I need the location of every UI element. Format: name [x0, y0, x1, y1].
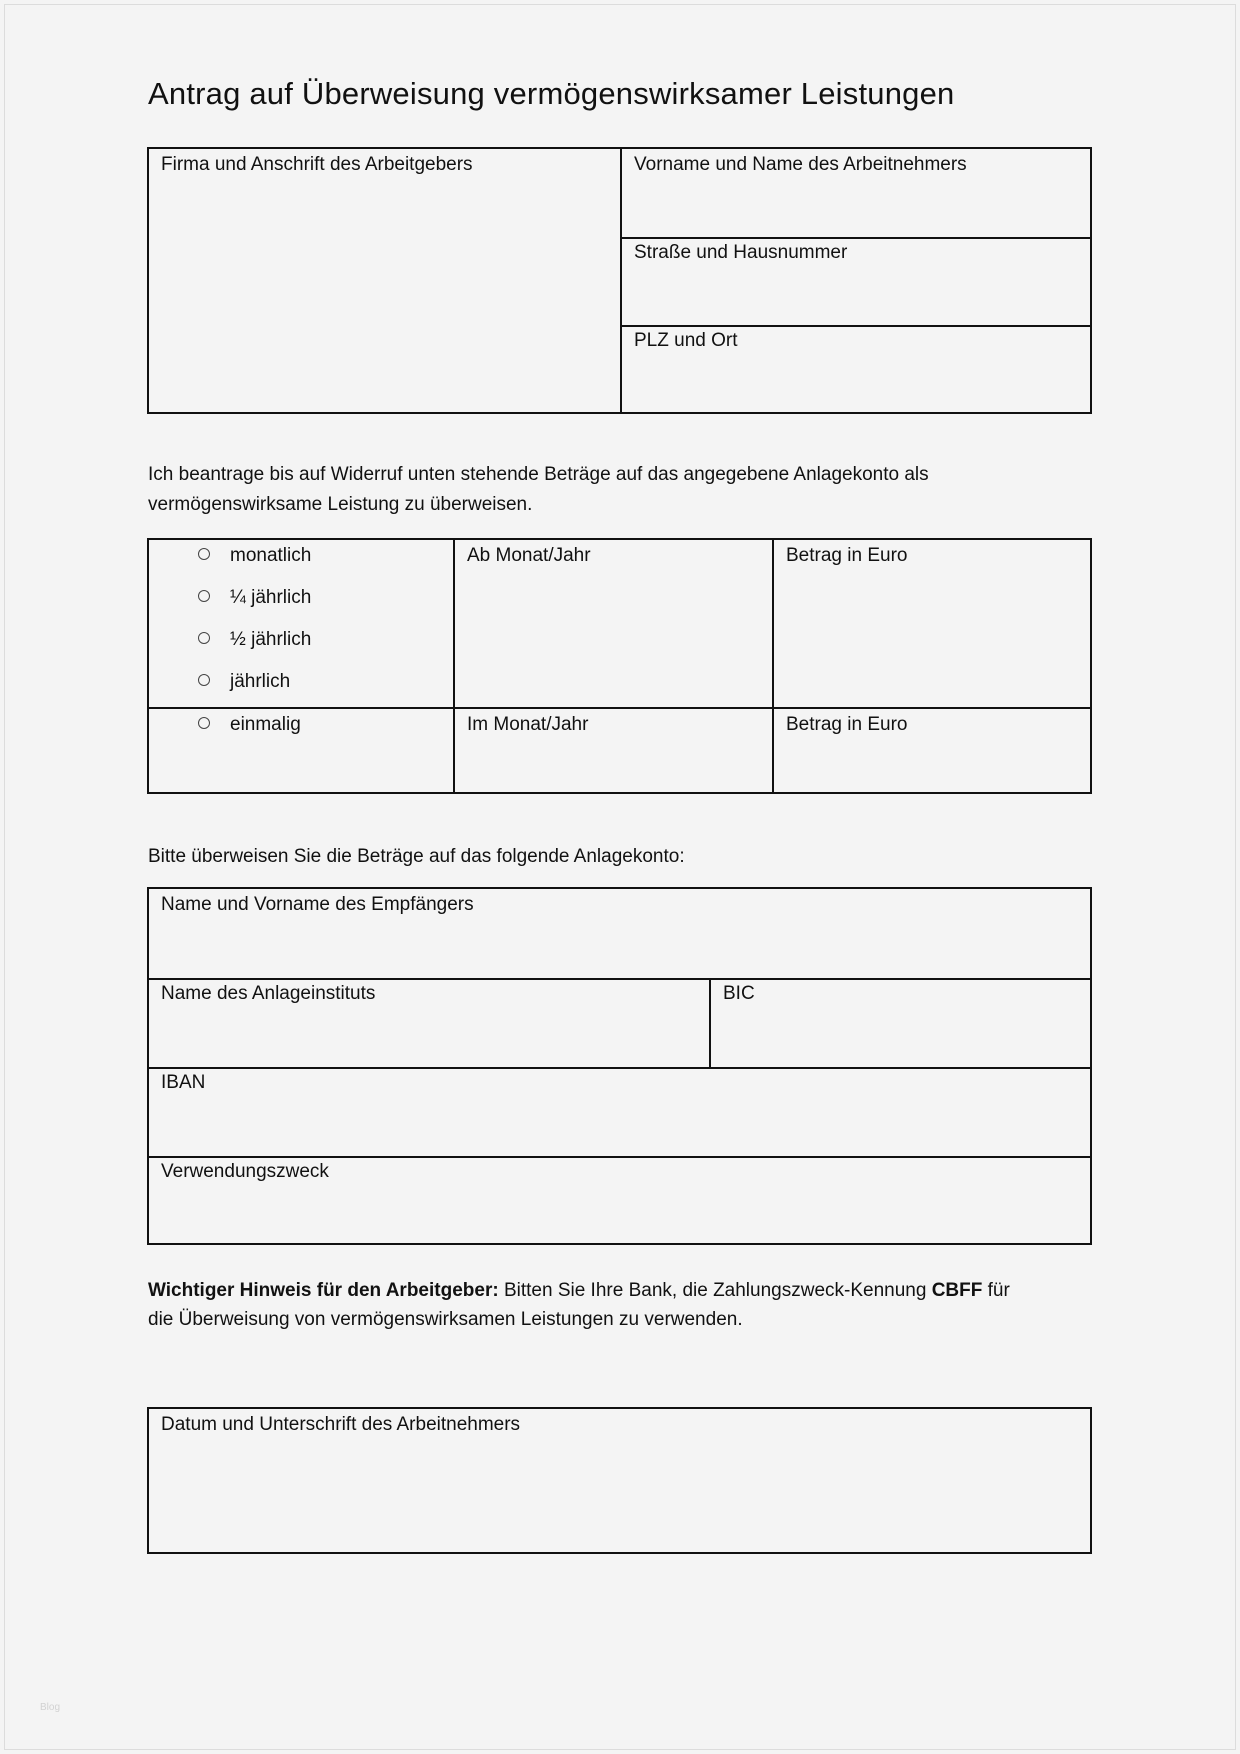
recurring-amount-label: Betrag in Euro	[786, 545, 908, 566]
institute-name-field[interactable]	[149, 980, 709, 1067]
option-label: jährlich	[230, 671, 291, 692]
recipient-name-label: Name und Vorname des Empfängers	[161, 894, 474, 915]
notice-code: CBFF	[931, 1280, 983, 1301]
employer-employee-table	[147, 147, 1092, 414]
employee-name-label: Vorname und Name des Arbeitnehmers	[634, 154, 967, 175]
request-text-line1: Ich beantrage bis auf Widerruf unten stehende Beträge auf das angegebene Anlagekonto als	[148, 464, 929, 485]
radio-circle-icon[interactable]	[198, 717, 210, 729]
recurring-amount-field[interactable]	[774, 540, 1090, 707]
purpose-label: Verwendungszweck	[161, 1161, 329, 1182]
radio-circle-icon[interactable]	[198, 674, 210, 686]
option-label: ¼ jährlich	[230, 587, 312, 608]
bic-label: BIC	[723, 983, 755, 1004]
zip-city-field[interactable]	[622, 327, 1090, 412]
street-field[interactable]	[622, 239, 1090, 325]
notice-bold-prefix: Wichtiger Hinweis für den Arbeitgeber:	[148, 1280, 499, 1301]
notice-line2: die Überweisung von vermögenswirksamen Leistungen zu verwenden.	[148, 1309, 743, 1330]
employer-address-label: Firma und Anschrift des Arbeitgebers	[161, 154, 473, 175]
notice-text: Bitten Sie Ihre Bank, die Zahlungszweck-Kennung	[498, 1280, 932, 1301]
option-monatlich[interactable]	[198, 546, 311, 565]
one-time-month-field[interactable]	[455, 709, 772, 792]
watermark: Blog	[40, 1702, 61, 1713]
notice-text-end: für	[982, 1280, 1010, 1301]
account-intro-text: Bitte überweisen Sie die Beträge auf das folgende Anlagekonto:	[148, 846, 685, 867]
one-time-month-label: Im Monat/Jahr	[467, 714, 589, 735]
option-yearly[interactable]	[198, 672, 290, 691]
recurring-start-field[interactable]	[455, 540, 772, 707]
employee-name-field[interactable]	[622, 149, 1090, 237]
signature-label: Datum und Unterschrift des Arbeitnehmers	[161, 1414, 521, 1435]
notice-line1	[148, 1276, 1010, 1305]
bic-field[interactable]	[711, 980, 1090, 1067]
street-label: Straße und Hausnummer	[634, 242, 848, 263]
option-einmalig[interactable]	[198, 715, 301, 734]
recurring-start-label: Ab Monat/Jahr	[467, 545, 591, 566]
institute-name-label: Name des Anlageinstituts	[161, 983, 376, 1004]
purpose-field[interactable]	[149, 1158, 1090, 1243]
employer-notice	[148, 1276, 1010, 1334]
radio-circle-icon[interactable]	[198, 548, 210, 560]
document-title: Antrag auf Überweisung vermögenswirksamer Leistungen	[148, 76, 955, 111]
radio-circle-icon[interactable]	[198, 590, 210, 602]
signature-field[interactable]	[147, 1407, 1092, 1554]
option-label: ½ jährlich	[230, 629, 312, 650]
zip-city-label: PLZ und Ort	[634, 330, 738, 351]
iban-label: IBAN	[161, 1072, 206, 1093]
option-label: einmalig	[230, 714, 301, 735]
radio-circle-icon[interactable]	[198, 632, 210, 644]
option-half-yearly[interactable]	[198, 630, 311, 649]
one-time-amount-label: Betrag in Euro	[786, 714, 908, 735]
account-table	[147, 887, 1092, 1245]
request-text	[148, 460, 929, 520]
option-label: monatlich	[230, 545, 312, 566]
one-time-amount-field[interactable]	[774, 709, 1090, 792]
employer-address-field[interactable]	[149, 149, 621, 412]
request-text-line2: vermögenswirksame Leistung zu überweisen.	[148, 494, 533, 515]
recipient-name-field[interactable]	[149, 889, 1090, 978]
iban-field[interactable]	[149, 1069, 1090, 1156]
payment-table	[147, 538, 1092, 794]
option-quarterly[interactable]	[198, 588, 311, 607]
